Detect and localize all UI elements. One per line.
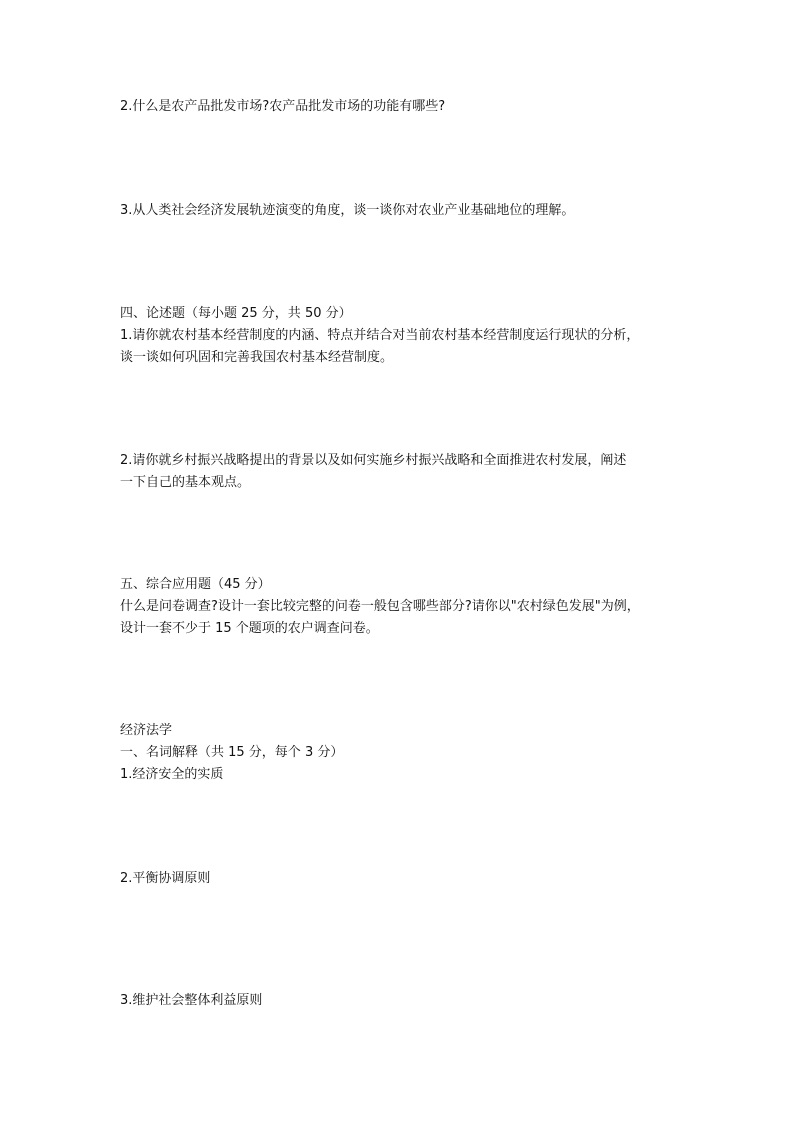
section-4-heading: 四、论述题（每小题 25 分，共 50 分） [120,306,352,321]
question-2-market: 2.什么是农产品批发市场?农产品批发市场的功能有哪些? [120,99,446,114]
section-5-heading: 五、综合应用题（45 分） [120,577,271,592]
essay-1-line-1: 1.请你就农村基本经营制度的内涵、特点并结合对当前农村基本经营制度运行现状的分析， [120,328,640,343]
term-2: 2.平衡协调原则 [120,871,211,886]
question-3-agriculture: 3.从人类社会经济发展轨迹演变的角度，谈一谈你对农业产业基础地位的理解。 [120,203,575,218]
section-1-heading: 一、名词解释（共 15 分，每个 3 分） [120,745,344,760]
application-line-1: 什么是问卷调查?设计一套比较完整的问卷一般包含哪些部分?请你以"农村绿色发展"为例， [120,599,640,614]
term-3: 3.维护社会整体利益原则 [120,993,263,1008]
subject-title: 经济法学 [120,723,173,738]
essay-1-line-2: 谈一谈如何巩固和完善我国农村基本经营制度。 [120,350,394,365]
application-line-2: 设计一套不少于 15 个题项的农户调查问卷。 [120,621,379,636]
term-1: 1.经济安全的实质 [120,767,224,782]
essay-2-line-1: 2.请你就乡村振兴战略提出的背景以及如何实施乡村振兴战略和全面推进农村发展，阐述 [120,453,627,468]
essay-2-line-2: 一下自己的基本观点。 [120,475,251,490]
